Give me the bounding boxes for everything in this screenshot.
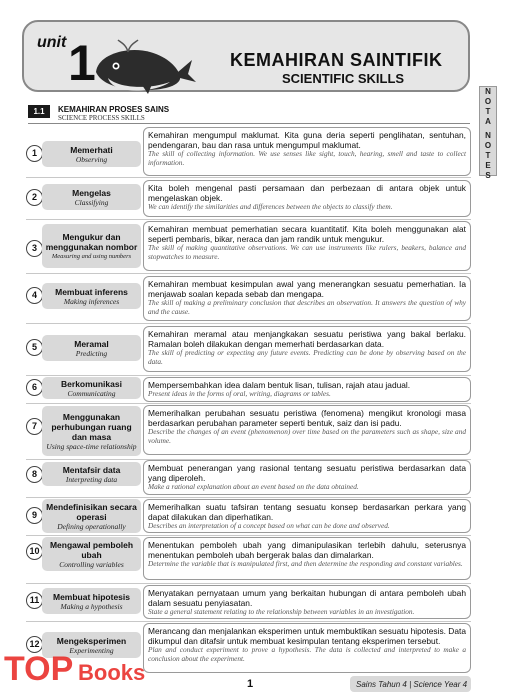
description-ms: Kemahiran membuat pemerhatian secara kuantitatif. Kita boleh menggunakan alat seperti pembaris, bikar, neraca dan jam randik untuk mengukur.: [148, 224, 466, 244]
description-en: Plan and conduct experiment to prove a hypothesis. The data is collected and interpreted to make a conclusion about the experiment.: [148, 645, 466, 663]
skill-label: [42, 462, 141, 486]
skill-label: [42, 224, 141, 268]
description-ms: Merancang dan menjalankan eksperimen untuk membuktikan sesuatu hipotesis. Data dikumpul dan ditafsir untuk membuat kesimpulan tentang eksperimen tersebut.: [148, 626, 466, 646]
skill-label: [42, 406, 141, 456]
notes-letter: E: [485, 161, 491, 170]
skill-description: [143, 377, 471, 402]
section-divider: [28, 123, 470, 124]
topbooks-watermark-logo: [0, 640, 150, 690]
watermark-top-text: TOP: [4, 650, 74, 688]
skill-description: [143, 499, 471, 533]
skill-label: [42, 499, 141, 533]
skill-name-en: Making a hypothesis: [60, 601, 123, 611]
row-number: 7: [26, 418, 43, 435]
description-ms: Kemahiran mengumpul maklumat. Kita guna deria seperti penglihatan, sentuhan, pendengaran, bau dan rasa untuk mengumpul maklumat.: [148, 130, 466, 150]
skill-name-ms: Menggunakan perhubungan ruang dan masa: [51, 411, 132, 442]
row-number: 8: [26, 466, 43, 483]
skill-description: [143, 460, 471, 495]
skill-name-en: Measuring and using numbers: [51, 252, 132, 260]
page-number: 1: [247, 678, 254, 690]
skill-name-ms: Mentafsir data: [62, 464, 121, 475]
description-ms: Mempersembahkan idea dalam bentuk lisan, tulisan, rajah atau jadual.: [148, 380, 411, 390]
description-en: We can identify the similarities and differences between the objects to classify them.: [148, 202, 393, 211]
chapter-title-ms: KEMAHIRAN SAINTIFIK: [230, 50, 443, 70]
row-divider: [26, 177, 471, 178]
nota-letter: N: [485, 87, 491, 96]
description-en: Describe the changes of an event (phenomenon) over time based on the parameters such as shape, size and volume.: [148, 427, 466, 445]
skill-description: [143, 537, 471, 580]
notes-letter: O: [484, 141, 492, 150]
skill-name-ms: Mengukur dan menggunakan nombor: [45, 231, 138, 252]
description-ms: Kita boleh mengenal pasti persamaan dan perbezaan di antara objek untuk mengelaskan objek.: [148, 183, 466, 203]
notes-letter: N: [485, 131, 491, 140]
skill-label: [42, 141, 141, 167]
row-number: 1: [26, 145, 43, 162]
row-divider: [26, 375, 471, 376]
skill-name-ms: Mengeksperimen: [56, 635, 127, 646]
section-title-en: SCIENCE PROCESS SKILLS: [58, 114, 145, 122]
row-number: 12: [26, 636, 43, 653]
skill-name-ms: Memerhati: [70, 144, 113, 155]
skill-name-en: Experimenting: [69, 645, 114, 655]
skill-name-ms: Membuat inferens: [55, 286, 128, 297]
unit-word: unit: [37, 34, 67, 51]
notes-letter: T: [485, 151, 491, 160]
description-en: Present ideas in the forms of oral, writing, diagrams or tables.: [148, 389, 331, 398]
whale-mascot-icon: [88, 38, 198, 98]
row-number: 4: [26, 287, 43, 304]
description-en: State a general statement relating to the relationship between variables in an investigation.: [148, 607, 415, 616]
description-en: The skill of collecting information. We use senses like sight, touch, hearing, smell and taste to collect information.: [148, 149, 466, 167]
description-ms: Menyatakan pernyataan umum yang berkaitan hubungan di antara pemboleh ubah dalam sesuatu penyiasatan.: [148, 588, 466, 608]
nota-letter: T: [485, 107, 491, 116]
notes-letter: S: [485, 171, 491, 180]
description-ms: Menentukan pemboleh ubah yang dimanipulasikan terlebih dahulu, seterusnya menentukan pemboleh ubah bergerak balas dan dimalarkan.: [148, 540, 466, 560]
skill-label: [42, 537, 141, 571]
skill-name-ms: Mendefinisikan secara operasi: [46, 501, 137, 522]
section-number: 1.1: [28, 105, 50, 118]
notes-side-tab: [479, 86, 497, 180]
row-number: 9: [26, 507, 43, 524]
row-number: 2: [26, 189, 43, 206]
row-number: 10: [26, 543, 43, 560]
row-number: 5: [26, 339, 43, 356]
skill-name-ms: Mengawal pemboleh ubah: [49, 539, 134, 560]
row-number: 3: [26, 240, 43, 257]
row-divider: [26, 273, 471, 274]
row-divider: [26, 535, 471, 536]
description-en: Make a rational explanation about an event based on the data obtained.: [148, 482, 359, 491]
row-divider: [26, 323, 471, 324]
skill-name-ms: Membuat hipotesis: [53, 591, 130, 602]
row-divider: [26, 403, 471, 404]
skill-name-en: Using space-time relationship: [46, 441, 137, 451]
skill-description: [143, 405, 471, 455]
skill-description: [143, 326, 471, 372]
skill-name-en: Interpreting data: [65, 474, 118, 484]
description-ms: Memerihalkan perubahan sesuatu peristiwa (fenomena) mengikut kronologi masa berdasarkan perubahan parameter seperti bentuk, saiz dan isi padu.: [148, 408, 466, 428]
row-divider: [26, 621, 471, 622]
skill-label: [42, 588, 141, 614]
skill-name-ms: Meramal: [74, 338, 109, 349]
description-ms: Kemahiran meramal atau menjangkakan sesuatu peristiwa yang bakal berlaku. Ramalan boleh dilakukan dengan memerhati berdasarkan data.: [148, 329, 466, 349]
skill-name-ms: Berkomunikasi: [61, 378, 122, 389]
skill-name-en: Controlling variables: [59, 559, 124, 569]
skill-label: [42, 377, 141, 399]
skill-name-en: Observing: [75, 154, 108, 164]
section-title-ms: KEMAHIRAN PROSES SAINS: [58, 105, 170, 114]
skill-description: [143, 276, 471, 321]
skill-description: [143, 180, 471, 217]
skill-name-en: Classifying: [74, 197, 109, 207]
description-ms: Memerihalkan suatu tafsiran tentang sesuatu konsep berdasarkan perkara yang dapat dilakukan dan diperhatikan.: [148, 502, 466, 522]
description-en: The skill of making a preliminary conclusion that describes an observation. It answers the question of why and the cause.: [148, 298, 466, 316]
unit-number: 1: [68, 35, 96, 91]
description-en: Describes an interpretation of a concept based on what can be done and observed.: [148, 521, 390, 530]
description-en: The skill of predicting or expecting any future events. Predicting can be done by observing based on the data.: [148, 348, 466, 366]
watermark-books-text: Books: [78, 660, 146, 685]
skill-name-en: Defining operationally: [57, 521, 126, 531]
description-en: The skill of making quantitative observations. We can use instruments like rulers, beakers, balance and stopwatches to measure.: [148, 243, 466, 261]
skill-description: [143, 127, 471, 176]
skill-name-en: Communicating: [67, 388, 116, 398]
skill-name-en: Predicting: [75, 348, 108, 358]
skill-name-ms: Mengelas: [72, 187, 111, 198]
nota-letter: A: [485, 117, 491, 126]
skill-description: [143, 623, 471, 673]
row-divider: [26, 219, 471, 220]
skill-description: [143, 585, 471, 619]
skill-name-en: Making inferences: [63, 296, 120, 306]
row-divider: [26, 583, 471, 584]
skill-description: [143, 221, 471, 271]
description-ms: Membuat penerangan yang rasional tentang sesuatu peristiwa berdasarkan data yang diperoleh.: [148, 463, 466, 483]
row-divider: [26, 497, 471, 498]
skill-label: [42, 335, 141, 361]
chapter-title-en: SCIENTIFIC SKILLS: [282, 71, 405, 86]
description-ms: Kemahiran membuat kesimpulan awal yang menerangkan sesuatu pemerhatian. Ia menjawab soalan kepada sebab dan mengapa.: [148, 279, 466, 299]
nota-letter: O: [484, 97, 492, 106]
skill-label: [42, 283, 141, 309]
footer-book-title: Sains Tahun 4 | Science Year 4: [356, 680, 468, 689]
row-number: 11: [26, 592, 43, 609]
description-en: Determine the variable that is manipulated first, and then determine the responding and constant variables.: [148, 559, 463, 568]
row-number: 6: [26, 379, 43, 396]
skill-label: [42, 184, 141, 210]
